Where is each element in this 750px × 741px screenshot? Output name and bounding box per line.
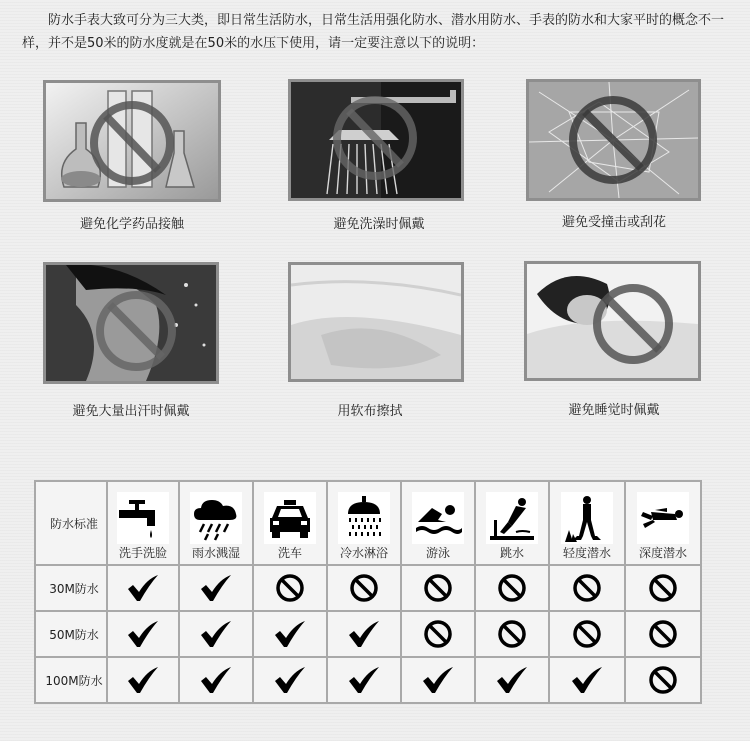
activity-label: 冷水淋浴 xyxy=(339,545,388,560)
mark-cell xyxy=(179,657,253,703)
mark-cell xyxy=(475,611,549,657)
swimming-icon xyxy=(412,492,464,544)
warning-caption: 避免大量出汗时佩戴 xyxy=(72,404,190,419)
mark-cell xyxy=(625,611,701,657)
activity-cell xyxy=(253,481,327,565)
check-mark-icon xyxy=(198,665,234,695)
check-mark-icon xyxy=(420,665,456,695)
mark-cell xyxy=(107,611,179,657)
mark-cell xyxy=(253,565,327,611)
activity-label: 轻度潜水 xyxy=(562,545,611,560)
prohibited-icon xyxy=(645,619,681,649)
sleeping-woman-icon xyxy=(527,264,698,378)
table-row xyxy=(35,611,701,657)
row-label: 30M防水 xyxy=(35,565,107,611)
mark-cell xyxy=(327,565,401,611)
check-mark-icon xyxy=(272,619,308,649)
scuba-diver-icon xyxy=(637,492,689,544)
table-header-row xyxy=(35,481,701,565)
warning-caption: 避免睡觉时佩戴 xyxy=(568,403,660,418)
mark-cell xyxy=(625,657,701,703)
check-mark-icon xyxy=(494,665,530,695)
rain-cloud-icon xyxy=(190,492,242,544)
sweating-man-icon xyxy=(46,265,216,381)
prohibited-icon xyxy=(420,619,456,649)
warning-photo-sleeping xyxy=(524,261,701,381)
mark-cell xyxy=(475,657,549,703)
prohibited-icon xyxy=(494,573,530,603)
row-label: 50M防水 xyxy=(35,611,107,657)
waterproof-rating-table xyxy=(34,480,702,704)
activity-cell xyxy=(107,481,179,565)
warning-caption: 用软布擦拭 xyxy=(337,404,403,419)
mark-cell xyxy=(179,611,253,657)
prohibited-icon xyxy=(569,619,605,649)
mark-cell xyxy=(549,657,625,703)
mark-cell xyxy=(475,565,549,611)
mark-cell xyxy=(327,657,401,703)
mark-cell xyxy=(107,657,179,703)
mark-cell xyxy=(401,611,475,657)
diving-board-icon xyxy=(486,492,538,544)
activity-cell xyxy=(625,481,701,565)
activity-label: 跳水 xyxy=(499,545,524,560)
cracked-glass-icon xyxy=(529,82,698,198)
warning-photo-shower xyxy=(288,79,464,201)
mark-cell xyxy=(253,657,327,703)
check-mark-icon xyxy=(125,665,161,695)
intro-paragraph: 防水手表大致可分为三大类，即日常生活防水，日常生活用强化防水、潜水用防水、手表的防水和大家平时的概念不一样，并不是50米的防水度就是在50米的水压下使用，请一定要注意以下的说明： xyxy=(22,13,725,51)
prohibited-icon xyxy=(645,573,681,603)
warning-caption: 避免洗澡时佩戴 xyxy=(333,217,425,232)
shower-head-icon xyxy=(291,82,461,198)
activity-cell xyxy=(327,481,401,565)
activity-label: 雨水溅湿 xyxy=(191,545,240,560)
activity-cell xyxy=(549,481,625,565)
prohibited-icon xyxy=(569,573,605,603)
mark-cell xyxy=(625,565,701,611)
faucet-icon xyxy=(117,492,169,544)
warning-caption: 避免受撞击或刮花 xyxy=(561,215,666,230)
mark-cell xyxy=(401,657,475,703)
activity-cell xyxy=(475,481,549,565)
check-mark-icon xyxy=(198,619,234,649)
activity-cell xyxy=(401,481,475,565)
mark-cell xyxy=(549,611,625,657)
chemistry-glassware-icon xyxy=(46,83,218,199)
mark-cell xyxy=(401,565,475,611)
check-mark-icon xyxy=(346,619,382,649)
table-row xyxy=(35,657,701,703)
mark-cell xyxy=(107,565,179,611)
warning-photo-cracked-glass xyxy=(526,79,701,201)
warning-photo-towel xyxy=(288,262,464,382)
activity-label: 洗手洗脸 xyxy=(118,545,167,560)
check-mark-icon xyxy=(125,619,161,649)
check-mark-icon xyxy=(569,665,605,695)
header-label: 防水标准 xyxy=(35,481,107,565)
warning-photo-chemicals xyxy=(43,80,221,202)
mark-cell xyxy=(179,565,253,611)
activity-cell xyxy=(179,481,253,565)
activity-label: 游泳 xyxy=(425,545,450,560)
check-mark-icon xyxy=(272,665,308,695)
check-mark-icon xyxy=(346,665,382,695)
soft-towel-icon xyxy=(291,265,461,379)
activity-label: 深度潜水 xyxy=(638,545,687,560)
check-mark-icon xyxy=(198,573,234,603)
prohibited-icon xyxy=(420,573,456,603)
activity-label: 洗车 xyxy=(277,545,302,560)
mark-cell xyxy=(549,565,625,611)
prohibited-icon xyxy=(346,573,382,603)
warning-caption: 避免化学药品接触 xyxy=(79,217,184,232)
table-row xyxy=(35,565,701,611)
row-label: 100M防水 xyxy=(35,657,107,703)
warning-photo-sweating xyxy=(43,262,219,384)
prohibited-icon xyxy=(272,573,308,603)
shower-icon xyxy=(338,492,390,544)
mark-cell xyxy=(253,611,327,657)
snorkel-diver-icon xyxy=(561,492,613,544)
mark-cell xyxy=(327,611,401,657)
check-mark-icon xyxy=(125,573,161,603)
car-icon xyxy=(264,492,316,544)
prohibited-icon xyxy=(494,619,530,649)
prohibited-icon xyxy=(645,665,681,695)
